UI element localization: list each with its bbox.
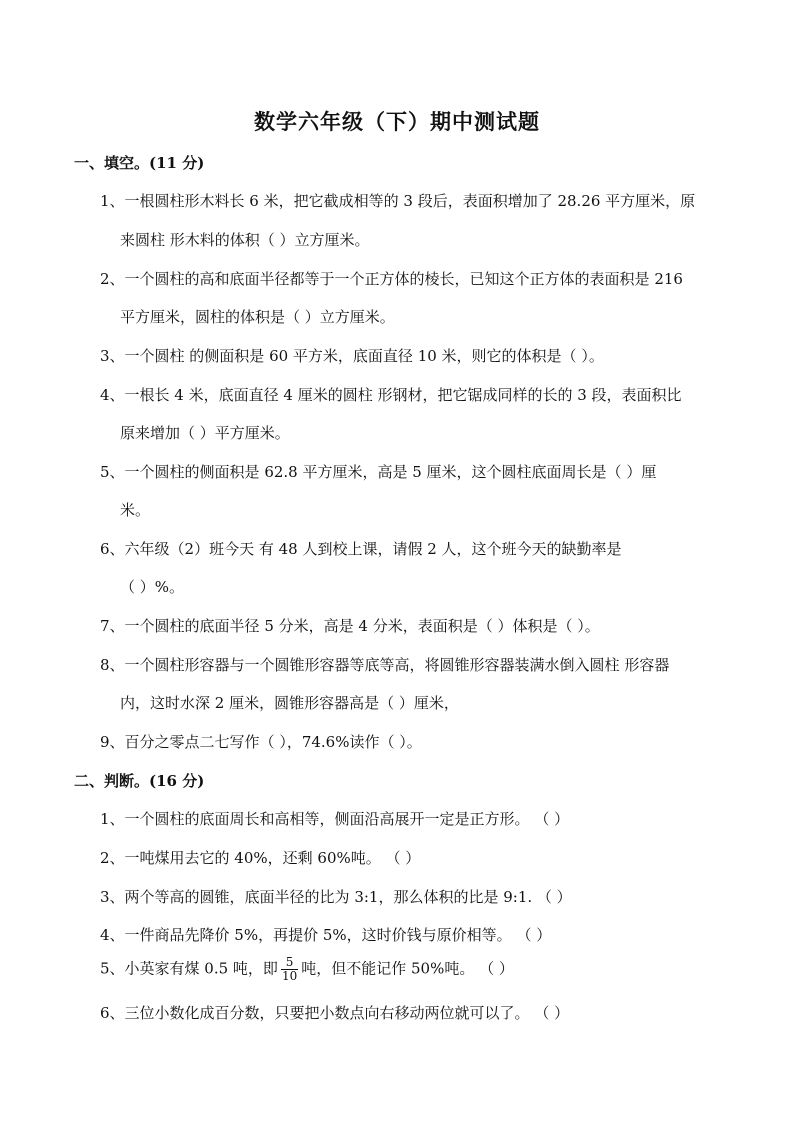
judge-item-3: 3、两个等高的圆锥，底面半径的比为 3:1，那么体积的比是 9:1. （ ） <box>100 888 572 906</box>
question-5-line-1: 5、一个圆柱的侧面积是 62.8 平方厘米，高是 5 厘米，这个圆柱底面周长是（ ）厘 <box>100 463 657 481</box>
judge-item-5-text-b: 吨，但不能记作 50%吨。 （ ） <box>301 959 514 978</box>
judge-item-5-text-a: 5、小英家有煤 0.5 吨，即 <box>100 959 278 978</box>
fraction-numerator: 5 <box>281 956 298 970</box>
question-7-line-1: 7、一个圆柱的底面半径 5 分米，高是 4 分米，表面积是（ ）体积是（ ）。 <box>100 617 600 635</box>
question-4-line-1: 4、一根长 4 米，底面直径 4 厘米的圆柱 形钢材，把它锯成同样的长的 3 段，表面积比 <box>100 386 682 404</box>
question-8-line-2: 内，这时水深 2 厘米，圆锥形容器高是（ ）厘米， <box>120 694 459 712</box>
section-heading-fill: 一、填空。(11 分) <box>74 154 205 172</box>
page-title: 数学六年级（下）期中测试题 <box>254 109 540 134</box>
question-1-line-2: 来圆柱 形木料的体积（ ）立方厘米。 <box>120 231 370 249</box>
question-6-line-2: （ ）%。 <box>120 578 185 596</box>
question-6-line-1: 6、六年级（2）班今天 有 48 人到校上课，请假 2 人，这个班今天的缺勤率是 <box>100 540 622 558</box>
question-3-line-1: 3、一个圆柱 的侧面积是 60 平方米，底面直径 10 米，则它的体积是（ ）。 <box>100 347 604 365</box>
fraction-denominator: 10 <box>281 969 298 983</box>
question-5-line-2: 米。 <box>120 501 151 519</box>
judge-item-5 <box>100 956 514 983</box>
judge-item-1: 1、一个圆柱的底面周长和高相等，侧面沿高展开一定是正方形。 （ ） <box>100 810 570 828</box>
question-8-line-1: 8、一个圆柱形容器与一个圆锥形容器等底等高，将圆锥形容器装满水倒入圆柱 形容器 <box>100 656 670 674</box>
question-2-line-2: 平方厘米，圆柱的体积是（ ）立方厘米。 <box>120 308 395 326</box>
judge-item-2: 2、一吨煤用去它的 40%，还剩 60%吨。 （ ） <box>100 849 421 867</box>
question-2-line-1: 2、一个圆柱的高和底面半径都等于一个正方体的棱长，已知这个正方体的表面积是 216 <box>100 270 683 288</box>
section-heading-judge: 二、判断。(16 分) <box>74 772 205 790</box>
fraction-five-tenths <box>281 956 298 983</box>
judge-item-6: 6、三位小数化成百分数，只要把小数点向右移动两位就可以了。 （ ） <box>100 1004 570 1022</box>
question-1-line-1: 1、一根圆柱形木料长 6 米，把它截成相等的 3 段后，表面积增加了 28.26 平方厘米，原 <box>100 192 696 210</box>
judge-item-4: 4、一件商品先降价 5%，再提价 5%，这时价钱与原价相等。 （ ） <box>100 926 552 944</box>
question-4-line-2: 原来增加（ ）平方厘米。 <box>120 424 290 442</box>
question-9-line-1: 9、百分之零点二七写作（ ），74.6%读作（ ）。 <box>100 733 422 751</box>
